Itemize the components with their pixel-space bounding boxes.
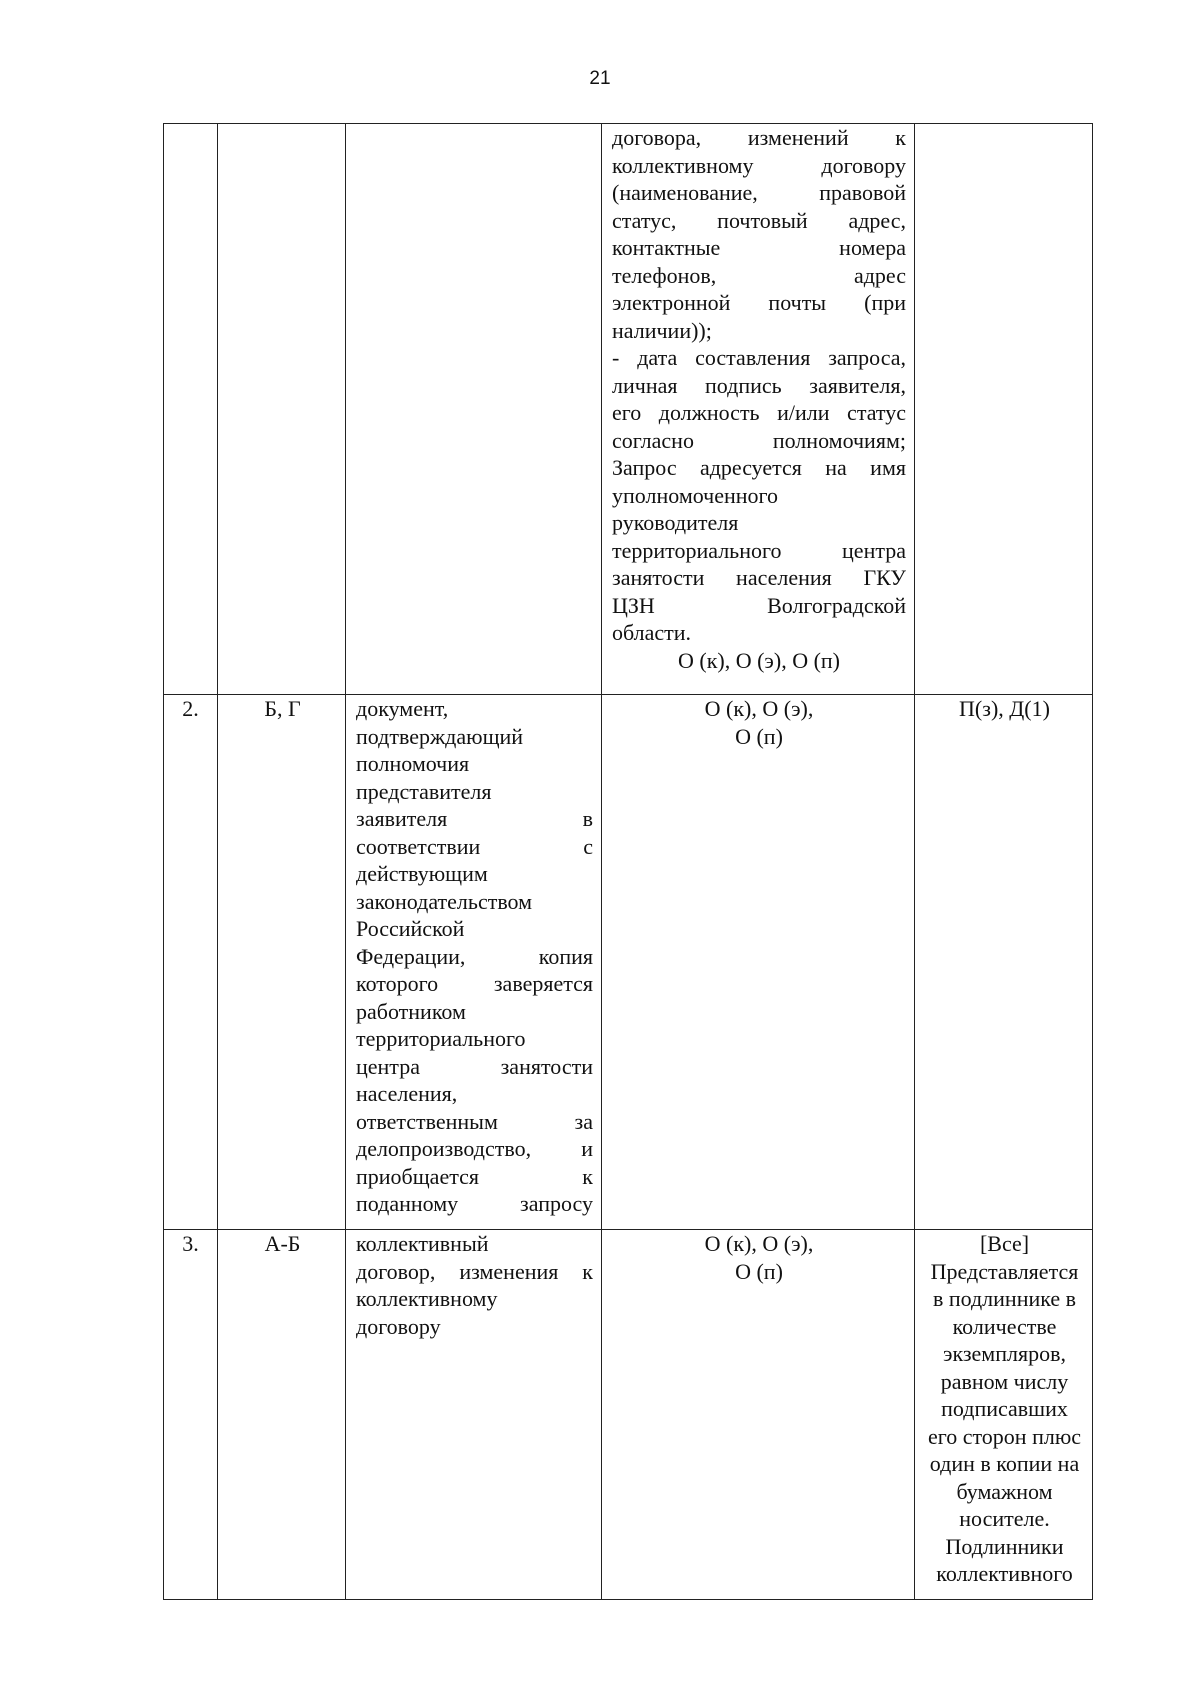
text-line: представителя (356, 778, 492, 804)
text-line: полномочия (356, 751, 470, 776)
notes-cell (915, 124, 1093, 695)
text-line: его сторон плюс (927, 1423, 1082, 1449)
text-line: О (п) (735, 723, 783, 749)
text-line: центра занятости (356, 1053, 593, 1079)
text-line: коллективный (356, 1231, 489, 1256)
category-cell: Б, Г (218, 695, 346, 1230)
text-line: носителе. (959, 1506, 1050, 1531)
category-cell (218, 124, 346, 695)
text-line: П(з), Д(1) (959, 696, 1050, 721)
text-line: договору (356, 1313, 441, 1339)
text-line: О (к), О (э), (704, 696, 814, 721)
text-line: договора, изменений к (612, 125, 906, 150)
text-line: работником (356, 998, 466, 1024)
text-line: ЦЗН Волгоградской (612, 592, 906, 618)
text-line: Федерации, копия (356, 943, 593, 969)
text-line: коллективному (356, 1286, 498, 1311)
notes-cell (915, 1230, 1093, 1600)
text-line: которого заверяется (356, 971, 593, 996)
documents-table (163, 123, 1093, 1600)
text-line: поданному запросу (356, 1191, 593, 1216)
text-line: его должность и/или статус (612, 400, 906, 425)
text-line: коллективному договору (612, 152, 906, 178)
text-line: заявителя в (356, 806, 593, 831)
text-line: равном числу (940, 1368, 1069, 1394)
text-line: коллективного (936, 1561, 1073, 1586)
requirements-cell (602, 124, 915, 695)
text-line: договор, изменения к (356, 1258, 593, 1284)
form-cell (602, 695, 915, 1230)
text-line: законодательством (356, 888, 533, 914)
text-line: подтверждающий (356, 723, 524, 749)
text-line: [Все] (979, 1231, 1030, 1256)
text-line: Запрос адресуется на имя (612, 455, 906, 480)
text-line: Подлинники (945, 1533, 1064, 1559)
text-line: О (п) (735, 1258, 783, 1284)
table-row (164, 1230, 1093, 1600)
text-line: Представляется (930, 1258, 1079, 1284)
text-line: наличии)); (612, 317, 712, 343)
text-line: в подлиннике в (932, 1286, 1077, 1311)
text-line: населения, (356, 1081, 458, 1106)
text-line: один в копии на (929, 1451, 1080, 1476)
text-line: действующим (356, 861, 488, 886)
text-line: ответственным за (356, 1108, 593, 1134)
text-line: контактные номера (612, 235, 906, 260)
form-cell (602, 1230, 915, 1600)
text-line: личная подпись заявителя, (612, 372, 906, 398)
text-line: занятости населения ГКУ (612, 565, 906, 590)
page-number: 21 (589, 68, 611, 89)
text-line: электронной почты (при (612, 290, 906, 315)
category-cell: А-Б (218, 1230, 346, 1600)
text-line: приобщается к (356, 1163, 593, 1189)
row-number-cell (164, 124, 218, 695)
text-line: - дата составления запроса, (612, 345, 906, 370)
text-line: (наименование, правовой (612, 180, 906, 205)
row-number-cell: 3. (164, 1230, 218, 1600)
text-line: территориального центра (612, 537, 906, 563)
text-line: согласно полномочиям; (612, 427, 906, 453)
text-line: подписавших (941, 1396, 1068, 1421)
text-line: бумажном (956, 1478, 1053, 1504)
text-line: количестве (952, 1313, 1057, 1339)
text-line: делопроизводство, и (356, 1136, 593, 1161)
requirements-text (612, 124, 906, 647)
form-text: О (к), О (э), О (п) (677, 647, 841, 673)
text-line: уполномоченного (612, 482, 779, 508)
text-line: статус, почтовый адрес, (612, 207, 906, 233)
document-cell (346, 695, 602, 1230)
text-line: руководителя (612, 510, 739, 535)
document-cell (346, 124, 602, 695)
text-line: Российской (356, 916, 465, 941)
document-cell (346, 1230, 602, 1600)
text-line: телефонов, адрес (612, 262, 906, 288)
text-line: О (к), О (э), (704, 1231, 814, 1256)
text-line: территориального (356, 1026, 526, 1051)
notes-cell (915, 695, 1093, 1230)
text-line: области. (612, 620, 692, 645)
row-number-cell: 2. (164, 695, 218, 1230)
table-row (164, 695, 1093, 1230)
text-line: соответствии с (356, 833, 593, 859)
text-line: документ, (356, 696, 449, 721)
table-row (164, 124, 1093, 695)
text-line: экземпляров, (943, 1341, 1066, 1366)
